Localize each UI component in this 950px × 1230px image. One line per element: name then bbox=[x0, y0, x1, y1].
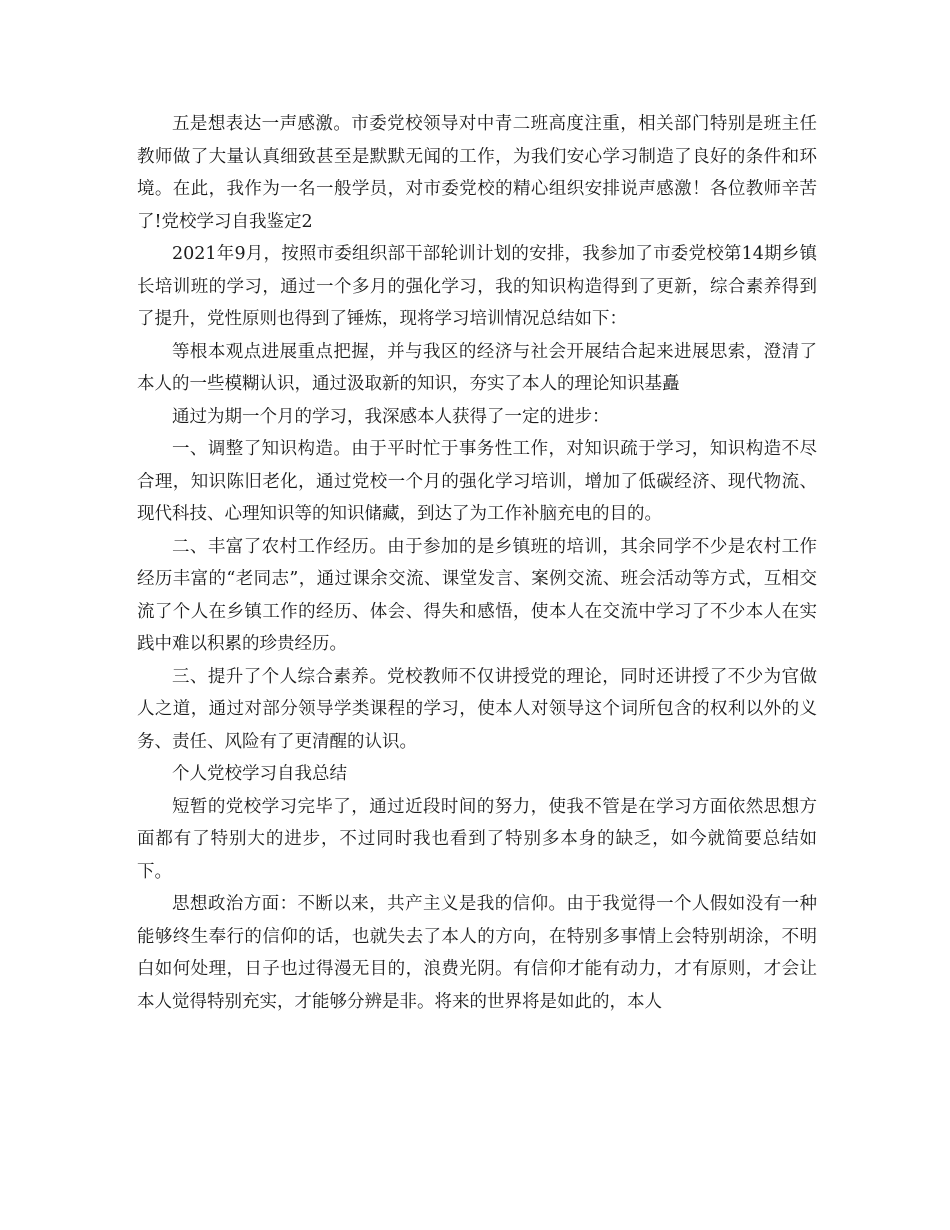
paragraph-summary-intro: 短暂的党校学习完毕了，通过近段时间的努力，使我不管是在学习方面依然思想方面都有了特别大的进步，不过同时我也看到了特别多本身的缺乏，如今就简要总结如下。 bbox=[137, 796, 817, 882]
paragraph-training-intro: 2021年9月，按照市委组织部干部轮训计划的安排，我参加了市委党校第14期乡镇长培训班的学习，通过一个多月的强化学习，我的知识构造得到了更新，综合素养得到了提升，党性原则也得到了锤炼，现将学习培训情况总结如下： bbox=[137, 244, 817, 329]
paragraph-overall-quality: 三、提升了个人综合素养。党校教师不仅讲授党的理论，同时还讲授了不少为官做人之道，通过对部分领导学类课程的学习，使本人对领导这个词所包含的权利以外的义务、责任、风险有了更清醒的认识。 bbox=[137, 666, 817, 752]
paragraph-theory: 等根本观点进展重点把握，并与我区的经济与社会开展结合起来进展思索，澄清了本人的一些模糊认识，通过汲取新的知识，夯实了本人的理论知识基矗 bbox=[137, 341, 817, 394]
paragraph-political-thought: 思想政治方面：不断以来，共产主义是我的信仰。由于我觉得一个人假如没有一种能够终生奉行的信仰的话，也就失去了本人的方向，在特别多事情上会特别胡涂，不明白如何处理，日子也过得漫无目的，浪费光阴。有信仰才能有动力，才有原则，才会让本人觉得特别充实，才能够分辨是非。将来的世界将是如此的，本人 bbox=[137, 894, 817, 1012]
paragraph-gratitude: 五是想表达一声感激。市委党校领导对中青二班高度注重，相关部门特别是班主任教师做了大量认真细致甚至是默默无闻的工作，为我们安心学习制造了良好的条件和环境。在此，我作为一名一般学员，对市委党校的精心组织安排说声感激！各位教师辛苦了!党校学习自我鉴定2 bbox=[137, 114, 817, 232]
document-page bbox=[137, 108, 817, 1018]
paragraph-rural-experience: 二、丰富了农村工作经历。由于参加的是乡镇班的培训，其余同学不少是农村工作经历丰富的“老同志”，通过课余交流、课堂发言、案例交流、班会活动等方式，互相交流了个人在乡镇工作的经历、体会、得失和感悟，使本人在交流中学习了不少本人在实践中难以积累的珍贵经历。 bbox=[137, 536, 817, 654]
paragraph-progress: 通过为期一个月的学习，我深感本人获得了一定的进步： bbox=[172, 406, 610, 427]
section-title: 个人党校学习自我总结 bbox=[172, 764, 347, 784]
paragraph-knowledge-structure: 一、调整了知识构造。由于平时忙于事务性工作，对知识疏于学习，知识构造不尽合理，知识陈旧老化，通过党校一个月的强化学习培训，增加了低碳经济、现代物流、现代科技、心理知识等的知识储藏，到达了为工作补脑充电的目的。 bbox=[137, 439, 817, 524]
